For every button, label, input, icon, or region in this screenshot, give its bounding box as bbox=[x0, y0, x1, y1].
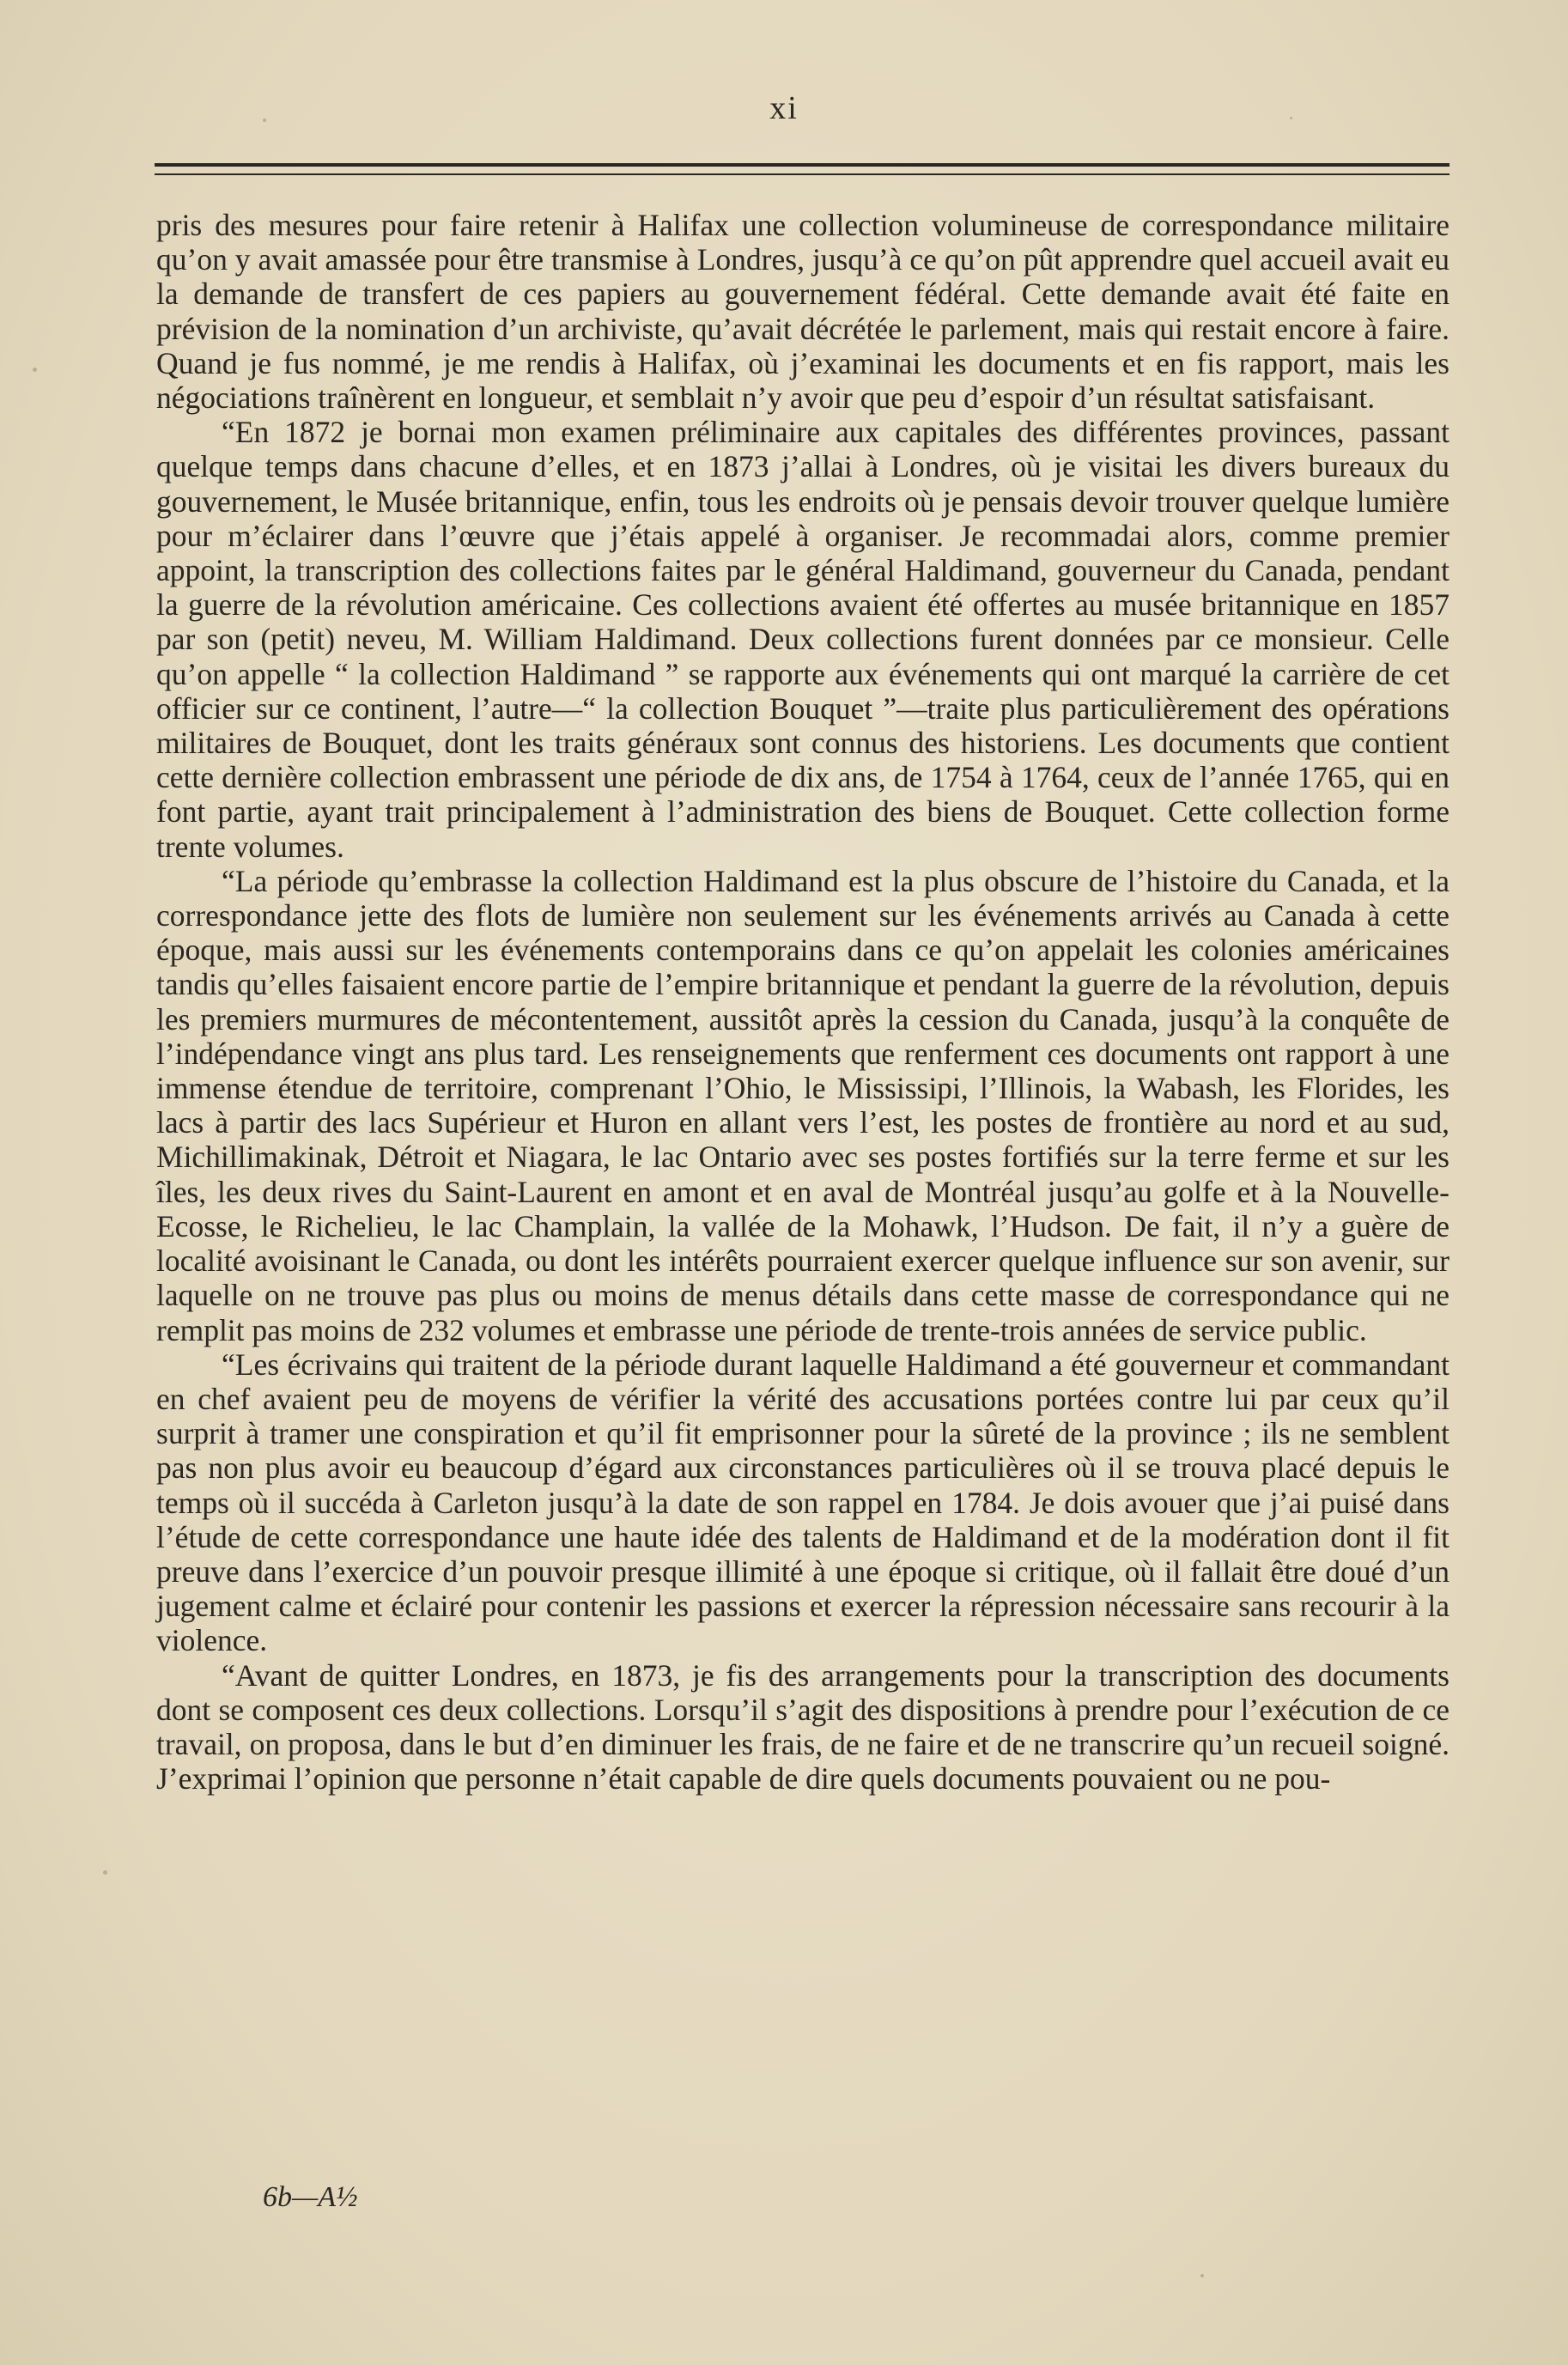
paper-speck bbox=[1200, 2274, 1204, 2277]
paper-speck bbox=[1290, 117, 1292, 119]
header-rule-thick bbox=[155, 163, 1449, 167]
paper-speck bbox=[33, 368, 37, 372]
paper-speck bbox=[263, 119, 266, 122]
paragraph: “La période qu’embrasse la collection Haldimand est la plus obscure de l’histoire du Canada, et la correspondance jette des flots de lumière non seulement sur les événements arrivés au Canada à cette époque, mais aussi sur les événements contemporains dans ce qu’on appelait les colonies américaines tandis qu’elles faisaient encore partie de l’empire britannique et pendant la guerre de la révolution, depuis les premiers murmures de mécontentement, aussitôt après la cession du Canada, jusqu’à la conquête de l’indépendance vingt ans plus tard. Les renseignements que renferment ces documents ont rapport à une immense étendue de territoire, comprenant l’Ohio, le Mississipi, l’Illinois, la Wabash, les Florides, les lacs à partir des lacs Supérieur et Huron en allant vers l’est, les postes de frontière au nord et au sud, Michillimakinak, Détroit et Niagara, le lac Ontario avec ses postes fortifiés sur la terre ferme et sur les îles, les deux rives du Saint-Laurent en amont et en aval de Montréal jusqu’au golfe et à la Nouvelle-Ecosse, le Richelieu, le lac Champlain, la vallée de la Mohawk, l’Hudson. De fait, il n’y a guère de localité avoisinant le Canada, ou dont les intérêts pourraient exercer quelque influence sur son avenir, sur laquelle on ne trouve pas plus ou moins de menus détails dans cette masse de correspondance qui ne remplit pas moins de 232 volumes et embrasse une période de trente-trois années de service public. bbox=[156, 863, 1449, 1347]
paragraph: “Avant de quitter Londres, en 1873, je fis des arrangements pour la transcription des documents dont se composent ces deux collections. Lorsqu’il s’agit des dispositions à prendre pour l’exécution de ce travail, on proposa, dans le but d’en diminuer les frais, de ne faire et de ne transcrire qu’un recueil soigné. J’exprimai l’opinion que personne n’était capable de dire quels documents pouvaient ou ne pou- bbox=[156, 1657, 1449, 1797]
header-rule-thin bbox=[155, 173, 1449, 175]
signature-mark: 6b—A½ bbox=[263, 2181, 358, 2213]
paragraph: “Les écrivains qui traitent de la période durant laquelle Haldimand a été gouverneur et commandant en chef avaient peu de moyens de vérifier la vérité des accusations portées contre lui par ceux qu’il surprit à tramer une conspiration et qu’il fit emprisonner pour la sûreté de la province ; ils ne semblent pas non plus avoir eu beaucoup d’égard aux circonstances particulières où il se trouva placé depuis le temps où il succéda à Carleton jusqu’à la date de son rappel en 1784. Je dois avouer que j’ai puisé dans l’étude de cette correspondance une haute idée des talents de Haldimand et de la modération dont il fit preuve dans l’exercice d’un pouvoir presque illimité à une époque si critique, où il fallait être doué d’un jugement calme et éclairé pour contenir les passions et exercer la répression nécessaire sans recourir à la violence. bbox=[156, 1347, 1449, 1658]
paragraph: “En 1872 je bornai mon examen préliminaire aux capitales des différentes provinces, passant quelque temps dans chacune d’elles, et en 1873 j’allai à Londres, où je visitai les divers bureaux du gouvernement, le Musée britannique, enfin, tous les endroits où je pensais devoir trouver quelque lumière pour m’éclairer dans l’œuvre que j’étais appelé à organiser. Je recommadai alors, comme premier appoint, la transcription des collections faites par le général Haldimand, gouverneur du Canada, pendant la guerre de la révolution américaine. Ces collections avaient été offertes au musée britannique en 1857 par son (petit) neveu, M. William Haldimand. Deux collections furent données par ce monsieur. Celle qu’on appelle “ la collection Haldimand ” se rapporte aux événements qui ont marqué la carrière de cet officier sur ce continent, l’autre—“ la collection Bouquet ”—traite plus particulièrement des opérations militaires de Bouquet, dont les traits généraux sont connus des historiens. Les documents que contient cette dernière collection embrassent une période de dix ans, de 1754 à 1764, ceux de l’année 1765, qui en font partie, ayant trait principalement à l’administration des biens de Bouquet. Cette collection forme trente volumes. bbox=[156, 415, 1449, 864]
page-number: xi bbox=[769, 90, 799, 126]
paragraph: pris des mesures pour faire retenir à Halifax une collection volumineuse de correspondance militaire qu’on y avait amassée pour être transmise à Londres, jusqu’à ce qu’on pût apprendre quel accueil avait eu la demande de transfert de ces papiers au gouvernement fédéral. Cette demande avait été faite en prévision de la nomination d’un archiviste, qu’avait décrétée le parlement, mais qui restait encore à faire. Quand je fus nommé, je me rendis à Halifax, où j’examinai les documents et en fis rapport, mais les négociations traînèrent en longueur, et semblait n’y avoir que peu d’espoir d’un résultat satisfaisant. bbox=[156, 208, 1449, 416]
paper-speck bbox=[103, 1870, 107, 1875]
body-text bbox=[156, 208, 1449, 1796]
